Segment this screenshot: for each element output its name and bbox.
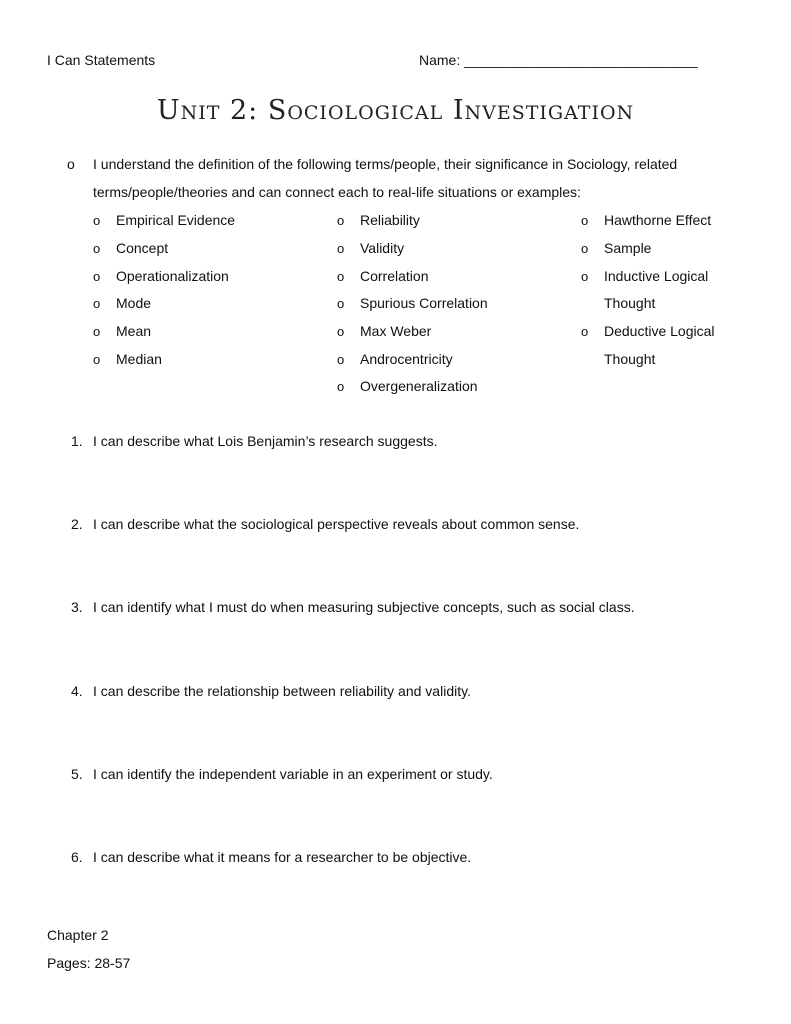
statement-number: 1.	[71, 433, 83, 449]
term-bullet: o	[581, 241, 589, 256]
term-item: Hawthorne Effect	[604, 212, 712, 228]
term-bullet: o	[93, 213, 101, 228]
term-item: Correlation	[360, 268, 429, 284]
term-bullet: o	[337, 296, 345, 311]
header-label: I Can Statements	[47, 52, 156, 68]
statement-number: 5.	[71, 766, 83, 782]
term-item: Validity	[360, 240, 405, 256]
statement-number: 2.	[71, 516, 83, 532]
term-item: Max Weber	[360, 323, 432, 339]
term-item: Spurious Correlation	[360, 295, 488, 311]
page-title: Unit 2: Sociological Investigation	[156, 95, 635, 126]
statement-text: I can describe the relationship between reliability and validity.	[93, 683, 471, 699]
statement-number: 4.	[71, 683, 83, 699]
statement-text: I can identify what I must do when measuring subjective concepts, such as social class.	[93, 599, 635, 615]
term-bullet: o	[337, 352, 345, 367]
term-item: Mean	[116, 323, 152, 339]
statement-text: I can describe what it means for a researcher to be objective.	[93, 849, 472, 865]
term-bullet: o	[337, 379, 345, 394]
term-bullet: o	[93, 352, 101, 367]
intro-bullet: o	[67, 156, 75, 172]
term-bullet: o	[337, 213, 345, 228]
chapter-label: Chapter 2	[47, 927, 109, 943]
term-item: Thought	[604, 295, 656, 311]
term-bullet: o	[581, 269, 589, 284]
pages-label: Pages: 28-57	[47, 955, 131, 971]
intro-line-2: terms/people/theories and can connect each to real-life situations or examples:	[93, 184, 581, 200]
statement-text: I can describe what Lois Benjamin’s research suggests.	[93, 433, 438, 449]
statement-text: I can identify the independent variable in an experiment or study.	[93, 766, 493, 782]
term-item: Deductive Logical	[604, 323, 715, 339]
term-bullet: o	[93, 269, 101, 284]
term-item: Concept	[116, 240, 169, 256]
term-bullet: o	[337, 324, 345, 339]
intro-line-1: I understand the definition of the following terms/people, their significance in Sociology, related	[93, 156, 678, 172]
name-field-label: Name: ______________________________	[419, 52, 698, 68]
term-item: Mode	[116, 295, 152, 311]
term-item: Overgeneralization	[360, 378, 478, 394]
term-bullet: o	[93, 296, 101, 311]
term-bullet: o	[93, 324, 101, 339]
statement-number: 6.	[71, 849, 83, 865]
statement-text: I can describe what the sociological perspective reveals about common sense.	[93, 516, 580, 532]
term-bullet: o	[93, 241, 101, 256]
term-item: Androcentricity	[360, 351, 453, 367]
term-item: Empirical Evidence	[116, 212, 236, 228]
term-bullet: o	[581, 324, 589, 339]
term-item: Inductive Logical	[604, 268, 709, 284]
statement-number: 3.	[71, 599, 83, 615]
term-item: Median	[116, 351, 162, 367]
term-item: Operationalization	[116, 268, 229, 284]
term-item: Thought	[604, 351, 656, 367]
term-item: Sample	[604, 240, 652, 256]
term-bullet: o	[337, 269, 345, 284]
term-bullet: o	[337, 241, 345, 256]
term-bullet: o	[581, 213, 589, 228]
term-item: Reliability	[360, 212, 420, 228]
